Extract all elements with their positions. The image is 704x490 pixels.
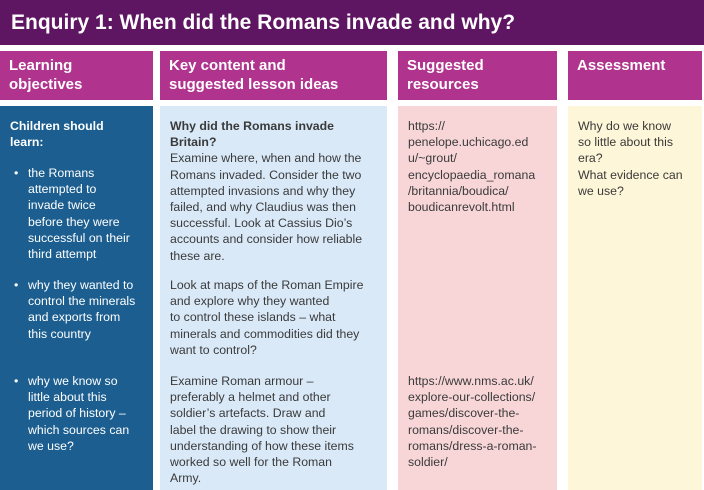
objective-item (10, 277, 150, 342)
content-line: understanding of how these items (170, 438, 354, 453)
content-paragraph (170, 277, 363, 358)
objective-item (10, 373, 150, 454)
content-line: accounts and consider how reliable (170, 232, 363, 247)
content-line: attempted invasions and why they (170, 183, 356, 198)
objective-line: successful on their (28, 230, 130, 245)
link-line: boudicanrevolt.html (408, 200, 515, 215)
intro-line: Children should (10, 119, 104, 133)
header-line: suggested lesson ideas (169, 76, 339, 93)
link-line: encyclopaedia_romana (408, 167, 536, 182)
link-line: penelope.uchicago.ed (408, 135, 529, 150)
link-line: soldier/ (408, 455, 448, 470)
content-line: minerals and commodities did they (170, 326, 360, 341)
content-line: soldier’s artefacts. Draw and (170, 406, 326, 421)
objective-line: control the minerals (28, 294, 136, 309)
header-line: Suggested (407, 57, 484, 74)
heading-line: Why did the Romans invade (170, 119, 334, 133)
content-column (160, 106, 387, 490)
page-title: Enquiry 1: When did the Romans invade and why? (0, 0, 704, 45)
objective-line: this country (28, 326, 91, 341)
objective-line: the Romans (28, 166, 95, 180)
content-line: preferably a helmet and other (170, 390, 331, 405)
content-line: these are. (170, 248, 225, 263)
objective-line: we use? (28, 438, 74, 453)
objectives-intro (10, 118, 149, 150)
link-line: u/~grout/ (408, 151, 457, 166)
content-line: Examine Roman armour – (170, 374, 314, 388)
content-line: want to control? (170, 342, 257, 357)
content-line: Romans invaded. Consider the two (170, 167, 362, 182)
content-line: successful. Look at Cassius Dio’s (170, 216, 353, 231)
bullet-icon: • (14, 166, 19, 180)
content-line: and explore why they wanted (170, 294, 330, 309)
header-line: Key content and (169, 57, 286, 74)
intro-line: learn: (10, 135, 44, 150)
question-line: era? (578, 151, 603, 166)
content-line: Examine where, when and how the (170, 151, 362, 166)
content-line: label the drawing to show their (170, 422, 337, 437)
header-suggested-resources (398, 51, 557, 100)
objective-line: and exports from (28, 310, 121, 325)
link-line: games/discover-the- (408, 406, 520, 421)
assessment-column (568, 106, 702, 490)
question-line: we use? (578, 183, 624, 198)
bullet-icon: • (14, 374, 19, 388)
objective-line: invade twice (28, 198, 96, 213)
link-line: romans/dress-a-roman- (408, 438, 537, 453)
link-line: romans/discover-the- (408, 422, 524, 437)
header-line: resources (407, 76, 479, 93)
question-line: so little about this (578, 135, 674, 150)
objective-line: which sources can (28, 422, 130, 437)
content-line: Look at maps of the Roman Empire (170, 278, 364, 292)
objective-line: why we know so (28, 374, 118, 388)
heading-line: Britain? (170, 135, 217, 150)
resource-link[interactable] (408, 373, 536, 470)
objective-item (10, 165, 150, 262)
content-line: worked so well for the Roman (170, 455, 332, 470)
header-line: Assessment (577, 57, 666, 74)
assessment-questions (578, 118, 698, 199)
header-key-content (160, 51, 387, 100)
content-paragraph (170, 150, 381, 263)
content-heading (170, 118, 381, 150)
resource-link[interactable] (408, 118, 553, 215)
header-line: objectives (9, 76, 83, 93)
question-line: Why do we know (578, 119, 671, 133)
content-line: failed, and why Claudius was then (170, 200, 356, 215)
objective-line: little about this (28, 390, 107, 405)
objective-line: why they wanted to (28, 278, 134, 292)
content-line: to control these islands – what (170, 310, 336, 325)
link-line: /britannia/boudica/ (408, 183, 509, 198)
content-line: Army. (170, 471, 202, 486)
question-line: What evidence can (578, 167, 683, 182)
resources-column (398, 106, 557, 490)
objectives-column (0, 106, 153, 490)
bullet-icon: • (14, 278, 19, 292)
objective-line: before they were (28, 214, 120, 229)
content-paragraph (170, 373, 354, 486)
header-learning-objectives (0, 51, 153, 100)
link-line: https://www.nms.ac.uk/ (408, 374, 534, 388)
objective-line: third attempt (28, 247, 97, 262)
link-line: explore-our-collections/ (408, 390, 536, 405)
header-line: Learning (9, 57, 73, 74)
link-line: https:// (408, 119, 445, 133)
objective-line: attempted to (28, 182, 97, 197)
objective-line: period of history – (28, 406, 126, 421)
header-assessment (568, 51, 702, 100)
